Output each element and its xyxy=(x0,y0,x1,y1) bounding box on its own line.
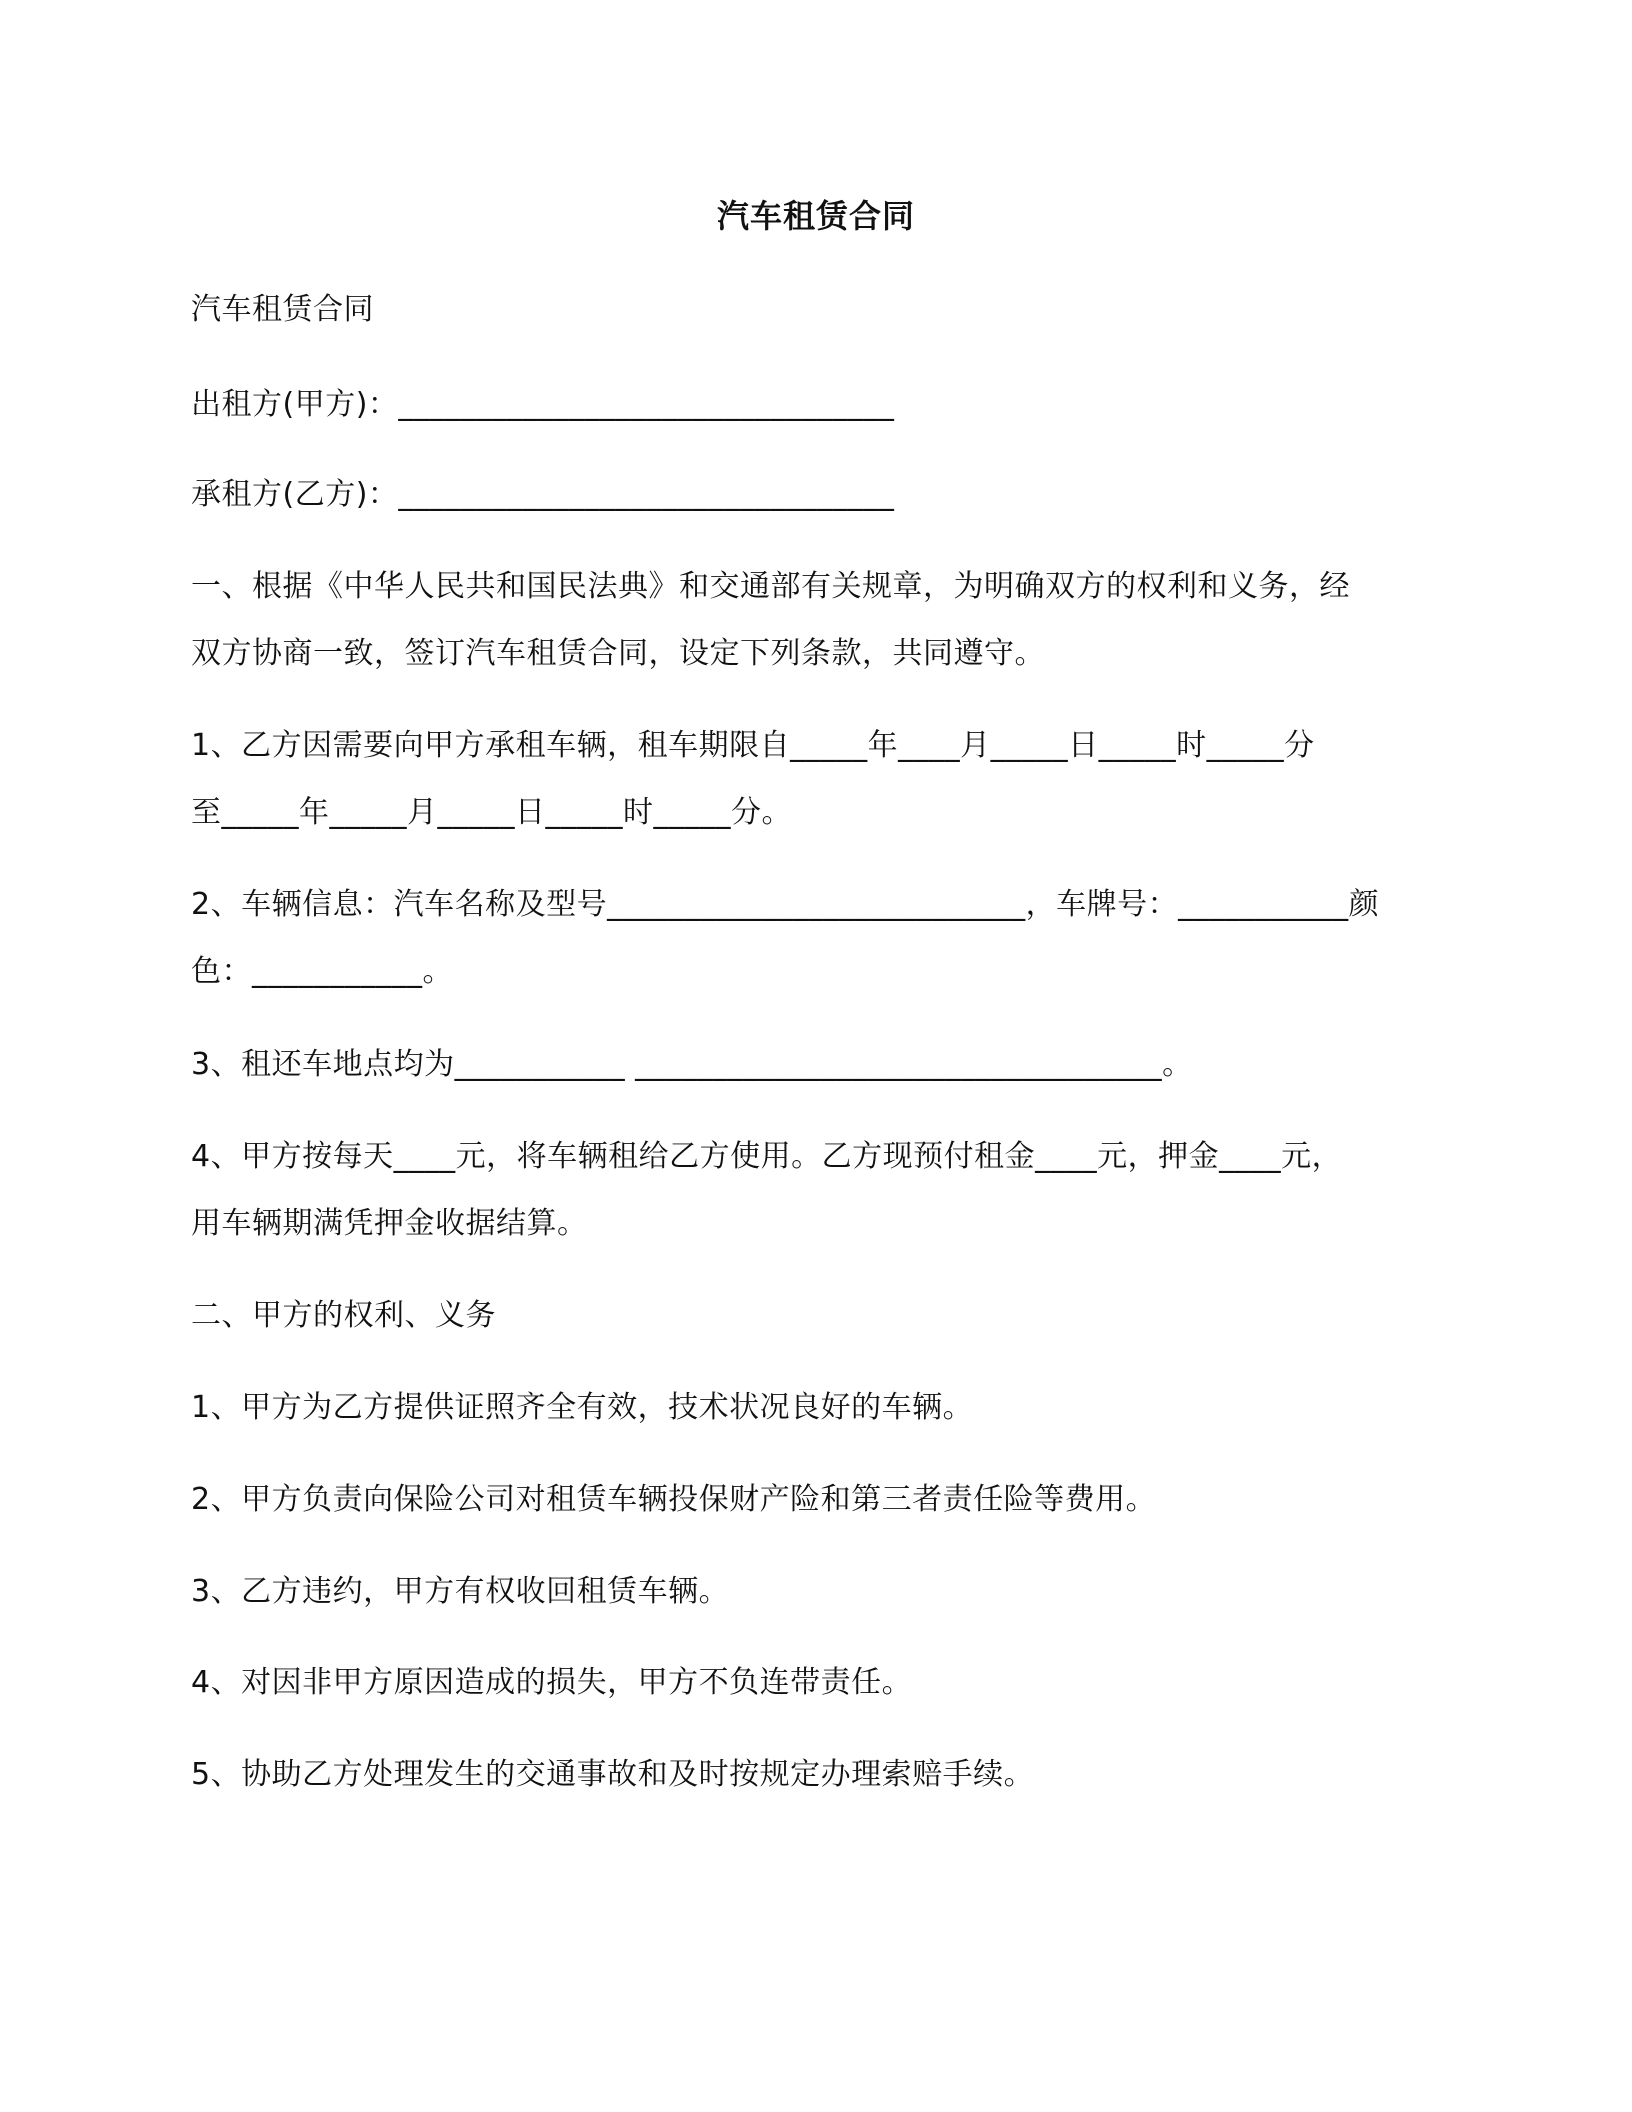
document-subtitle: 汽车租赁合同 xyxy=(191,292,374,327)
clause4-line2: 用车辆期满凭押金收据结算。 xyxy=(191,1206,588,1241)
party-a-field: 出租方(甲方)：________________________________ xyxy=(191,387,895,422)
s2-item2: 2、甲方负责向保险公司对租赁车辆投保财产险和第三者责任险等费用。 xyxy=(191,1482,1157,1517)
clause1-line2: 至_____年_____月_____日_____时_____分。 xyxy=(191,795,792,830)
section1-intro-line2: 双方协商一致，签订汽车租赁合同，设定下列条款，共同遵守。 xyxy=(191,636,1045,671)
clause1-line1: 1、乙方因需要向甲方承租车辆，租车期限自_____年____月_____日_____时_____分 xyxy=(191,728,1315,763)
s2-item4: 4、对因非甲方原因造成的损失，甲方不负连带责任。 xyxy=(191,1665,913,1700)
clause4-line1: 4、甲方按每天____元，将车辆租给乙方使用。乙方现预付租金____元，押金____元， xyxy=(191,1139,1343,1174)
s2-item3: 3、乙方违约，甲方有权收回租赁车辆。 xyxy=(191,1574,730,1609)
section1-intro-line1: 一、根据《中华人民共和国民法典》和交通部有关规章，为明确双方的权利和义务，经 xyxy=(191,569,1350,604)
s2-item1: 1、甲方为乙方提供证照齐全有效，技术状况良好的车辆。 xyxy=(191,1390,974,1425)
party-b-field: 承租方(乙方)：________________________________ xyxy=(191,477,895,512)
clause3: 3、租还车地点均为___________ __________________________________。 xyxy=(191,1047,1193,1082)
s2-item5: 5、协助乙方处理发生的交通事故和及时按规定办理索赔手续。 xyxy=(191,1757,1035,1792)
clause2-line1: 2、车辆信息：汽车名称及型号___________________________，车牌号：___________颜 xyxy=(191,887,1380,922)
document-title: 汽车租赁合同 xyxy=(716,197,915,235)
clause2-line2: 色：___________。 xyxy=(191,954,453,989)
section2-heading: 二、甲方的权利、义务 xyxy=(191,1298,496,1333)
